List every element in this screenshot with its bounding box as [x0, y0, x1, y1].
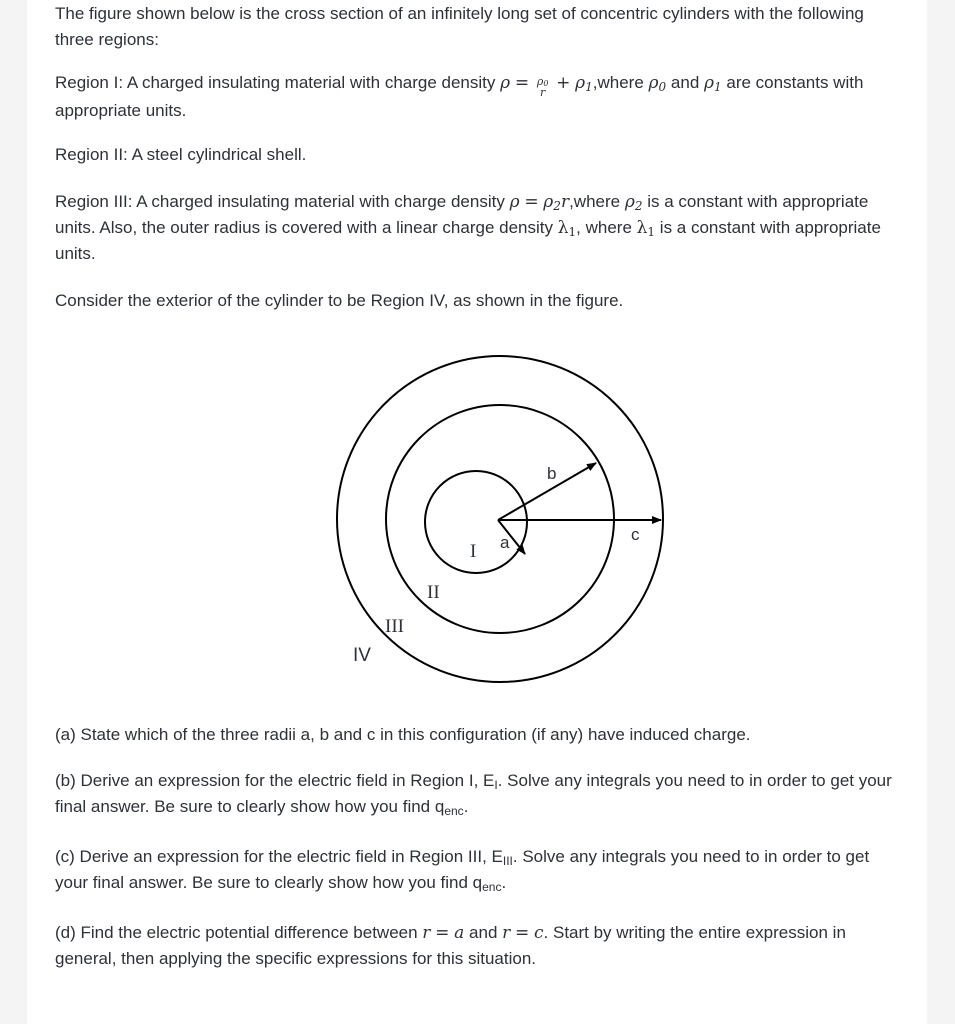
- question-c: (c) Derive an expression for the electric field in Region III, $E_{III}$. Solve any integrals you need to in order to get your final answer. Be sure to clearly show how you find $q_{enc}$.: [55, 847, 870, 894]
- label-a: a: [500, 533, 510, 552]
- region-1-paragraph: Region I: A charged insulating material with charge density ρ = $\rho_0$ r + $\rho_1,where$ $\rho_0$ and $\rho_1$ are constants with appropriate units.: [55, 73, 864, 120]
- concentric-cylinders-figure: [55, 0, 900, 700]
- label-region-III: III: [385, 616, 404, 637]
- label-b: b: [547, 464, 557, 483]
- region-3-paragraph: Region III: A charged insulating material with charge density $\rho = \rho_2r,where$ $\rho_2$ is a constant with appropriate units. Also, the outer radius is covered with a linear charge density $\lambda_1$, where $\lambda_1$ is a constant with appropriate units.: [55, 192, 881, 263]
- region-2-paragraph: Region II: A steel cylindrical shell.: [55, 145, 307, 164]
- fraction-rho0-over-r: $\rho_0$ r: [536, 75, 549, 99]
- region-2-label: Region II:: [55, 145, 128, 164]
- region-1-label: Region I:: [55, 73, 124, 92]
- charge-density-formula-3: ρ: [509, 192, 520, 212]
- charge-density-formula-1: ρ: [500, 73, 511, 93]
- label-region-IV: IV: [353, 645, 371, 666]
- label-region-I: I: [470, 541, 477, 562]
- region-3-label: Region III:: [55, 192, 133, 211]
- page-card: [27, 0, 927, 1024]
- exterior-paragraph: Consider the exterior of the cylinder to be Region IV, as shown in the figure.: [55, 291, 624, 310]
- question-a: (a) State which of the three radii a, b and c in this configuration (if any) have induced charge.: [55, 725, 751, 744]
- label-region-II: II: [427, 582, 440, 603]
- label-c: c: [631, 525, 640, 544]
- question-d: (d) Find the electric potential difference between r = a and r = c. Start by writing the entire expression in general, then applying the specific expressions for this situation.: [55, 923, 846, 968]
- intro-paragraph: The figure shown below is the cross section of an infinitely long set of concentric cylinders with the following three regions:: [55, 4, 864, 49]
- question-b: (b) Derive an expression for the electric field in Region I, $E_I$. Solve any integrals you need to in order to get your final answer. Be sure to clearly show how you find $q_{enc}$.: [55, 771, 892, 818]
